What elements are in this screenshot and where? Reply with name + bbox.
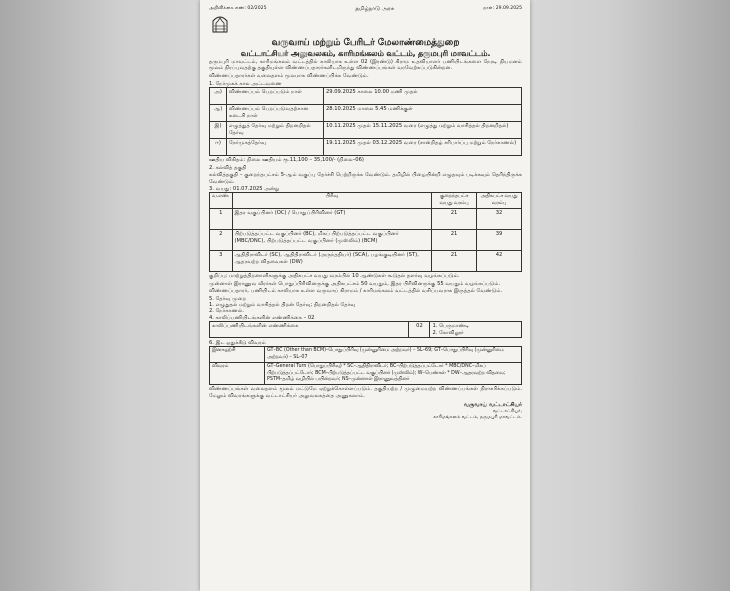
table-row [210,251,522,272]
note-age-relaxation: குறிப்பு: மாற்றுத்திறனாளிகளுக்கு அதிகபட்ச வயது வரம்பில் 10 ஆண்டுகள் கூடுதல் தளர்வு வழங்கப்படும். [209,273,460,280]
col-header-min-age: குறைந்தபட்ச வயது வரம்பு [432,193,477,209]
table-row [210,139,522,156]
notice-date: நாள்: 29.09.2025 [483,6,522,11]
education-text: கல்வித்தகுதி – குறைந்தபட்சம் 5-ஆம் வகுப்பு தேர்ச்சி பெற்றிருக்க வேண்டும். தமிழில் பிழையின்றி எழுதவும் படிக்கவும் தெரிந்திருக்க வேண்டும். [209,172,522,185]
table-row [210,209,522,230]
selection-heading: 5. தேர்வு முறை [209,295,247,302]
row-index: இ) [210,122,227,139]
note-ex-servicemen: முன்னாள் இராணுவ வீரர்கள் பொதுப்பிரிவினருக்கு அதிகபட்சம் 50 வயதும், இதர பிரிவினருக்கு 55 வயதும் வழங்கப்படும். [209,280,501,287]
age-limit-table [209,192,522,272]
col-header-max-age: அதிகபட்ச வயது வரம்பு [477,193,522,209]
table-row [210,105,522,122]
cell-label: காலிப்பணியிடங்களின் எண்ணிக்கை [210,322,409,338]
header-ref-row [209,6,522,12]
signatory-office: காரிமங்கலம் வட்டம், தருமபுரி மாவட்டம். [433,415,522,420]
village-1: 1. பெருமாண்டி [432,323,470,330]
intro-paragraph: தருமபுரி மாவட்டம், காரிமங்கலம் வட்டத்தில் காலியாக உள்ள 02 (இரண்டு) கிராம உதவியாளர் பணியிடங்களை நேரடி நியமனம் மூலம் நிரப்புவதற்கு தகுதியுள்ள விண்ணப்பதாரர்களிடமிருந்து விண்ணப்பங்கள் வரவேற்கப்படுகின்றன. [209,58,522,72]
row-index: அ) [210,88,227,105]
table-header-row [210,193,522,209]
schedule-table [209,87,522,156]
cell-min-age: 21 [432,251,477,272]
cell-label: இனசுழற்சி [210,347,265,363]
selection-item-1: 1. எழுதுதல் மற்றும் வாசித்தல் திறன் தேர்வு; திறனறிதல் தேர்வு [209,301,356,308]
row-value: 29.09.2025 காலை 10.00 மணி முதல் [324,88,522,105]
intro-paragraph-2: விண்ணப்பதாரர்கள் வலைதளம் மூலமாக விண்ணப்பிக்க வேண்டும். [209,72,369,79]
cell-villages [430,322,522,338]
cell-category: இதர வகுப்பினர் (OC) / பொதுப்பிரிவினர் (GT) [232,209,432,230]
reservation-table [209,346,522,385]
pay-scale-line: ஊதிய விகிதம்: நிலை ஊதியம் ரூ.11,100 – 35,100/- (நிலை–06) [209,157,364,164]
reservation-heading: 6. இட ஒதுக்கீடு விவரம் [209,339,266,346]
row-value: 10.11.2025 முதல் 15.11.2025 வரை (எழுத்து மற்றும் வாசித்தல் திறனறிதல்) [324,122,522,139]
row-label: விண்ணப்பம் பெறப்படும் நாள் [227,88,324,105]
row-index: ஈ) [210,139,227,156]
state-emblem-icon [209,12,231,34]
row-value: 19.11.2025 முதல் 03.12.2025 வரை (சான்றிதழ் சரிபார்ப்பு மற்றும் நேர்காணல்) [324,139,522,156]
notice-document [200,0,530,591]
cell-category: பிற்படுத்தப்பட்ட வகுப்பினர் (BC), மிகப் பிற்படுத்தப்பட்ட வகுப்பினர் (MBC/DNC), பிற்படுத்தப்பட்ட வகுப்பினர் (முஸ்லிம்) (BCM) [232,230,432,251]
row-label: விண்ணப்பம் பெறப்படுவதற்கான கடைசி நாள் [227,105,324,122]
cell-value: GT–General Turn (பொதுப்பிரிவு) * SC–ஆதிதிராவிடர்; BC–பிற்படுத்தப்பட்டோர் * MBC/DNC–மிகப் பிற்படுத்தப்பட்டோர்; BCM–பிற்படுத்தப்பட்ட வகுப்பினர் (முஸ்லிம்); W–பெண்கள் * DW–ஆதரவற்ற விதவை; PSTM–தமிழ் வழியில் பயின்றவர்; NS–முன்னாள் இராணுவத்தினர் [265,363,522,385]
education-heading: 2. கல்வித் தகுதி [209,164,247,171]
village-2: 2. கோவிலூர் [432,329,464,336]
signatory-title: வருவாய் வட்டாட்சியர் [463,402,522,409]
government-title: தமிழ்நாடு அரசு [355,6,395,12]
cell-count: 02 [409,322,430,338]
cell-min-age: 21 [432,230,477,251]
note-residence: விண்ணப்பதாரர், பணியிடம் காலியாக உள்ள வருவாய் கிராமம் / காரிமங்கலம் வட்டத்தில் வசிப்பவராக இருத்தல் வேண்டும். [209,288,503,295]
cell-min-age: 21 [432,209,477,230]
cell-no: 1 [210,209,233,230]
table-row [210,322,522,338]
table-row [210,347,522,363]
schedule-heading: 1. நேர்முகக் கால அட்டவணை [209,81,282,88]
backdrop-right [530,0,730,591]
cell-max-age: 42 [477,251,522,272]
notice-number: அறிவிக்கை எண்: 02/2025 [209,6,267,11]
selection-item-2: 2. நேர்காணல். [209,308,244,315]
table-row [210,230,522,251]
office-title: வட்டாட்சியர் அலுவலகம், காரிமங்கலம் வட்டம், தருமபுரி மாவட்டம். [240,47,491,58]
backdrop-left [0,0,200,591]
vacancy-heading: 4. காலிப்பணியிடங்களின் எண்ணிக்கை – 02 [209,314,315,321]
table-row [210,122,522,139]
col-header-category: பிரிவு [232,193,432,209]
table-row [210,88,522,105]
cell-no: 2 [210,230,233,251]
col-header-no: வ.எண். [210,193,233,209]
cell-category: ஆதிதிராவிடர் (SC), ஆதிதிராவிடர் (அருந்ததியர்) (SCA), பழங்குடியினர் (ST), ஆதரவற்ற விதவைகள் (DW) [232,251,432,272]
age-heading: 3. வயது: 01.07.2025 அன்று [209,186,280,193]
signatory-designation: வட்டாட்சியர், [492,408,522,414]
cell-label: விவரம் [210,363,265,385]
cell-value: GT–BC (Other than BCM)–பொதுப்பிரிவு (முன்னுரிமை அற்றவர்) – SL–69; GT–பொதுப்பிரிவு (முன்னுரிமை அற்றவர்) – SL–07 [265,347,522,363]
row-value: 28.10.2025 மாலை 5.45 மணிக்குள் [324,105,522,122]
cell-max-age: 32 [477,209,522,230]
row-label: எழுத்துத் தேர்வு மற்றும் திறனறிதல் தேர்வு [227,122,324,139]
cell-max-age: 39 [477,230,522,251]
row-index: ஆ) [210,105,227,122]
cell-no: 3 [210,251,233,272]
vacancy-table [209,321,522,338]
table-row [210,363,522,385]
row-label: நேர்முகத்தேர்வு [227,139,324,156]
closing-paragraph: விண்ணப்பங்கள் வலைதளம் மூலம் மட்டுமே ஏற்றுக்கொள்ளப்படும். தகுதியற்ற / முழுமையற்ற விண்ணப்பங்கள் நிராகரிக்கப்படும். மேலும் விவரங்களுக்கு வட்டாட்சியர் அலுவலகத்தை அணுகலாம். [209,386,522,399]
department-title: வருவாய் மற்றும் பேரிடர் மேலாண்மைத்துறை [271,36,460,48]
